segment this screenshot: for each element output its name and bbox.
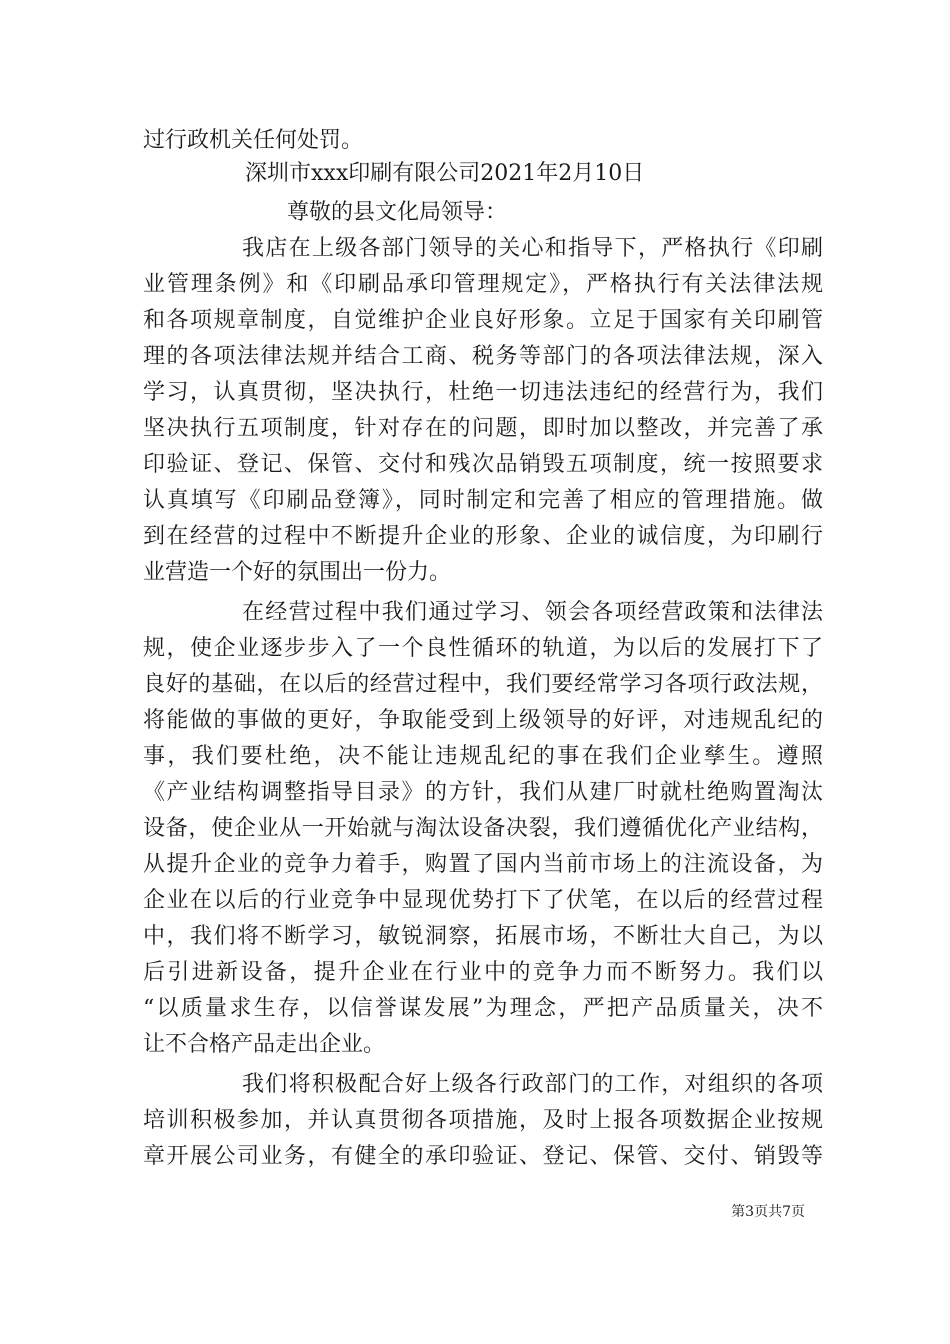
- paragraph-line: 《产业结构调整指导目录》的方针，我们从建厂时就杜绝购置淘汰: [143, 780, 823, 805]
- paragraph-line: 中，我们将不断学习，敏锐洞察，拓展市场，不断壮大自己，为以: [143, 924, 823, 949]
- paragraph-line: 章开展公司业务，有健全的承印验证、登记、保管、交付、销毁等: [143, 1144, 823, 1169]
- paragraph-line: 学习，认真贯彻，坚决执行，杜绝一切违法违纪的经营行为，我们: [143, 380, 823, 405]
- paragraph-line: 到在经营的过程中不断提升企业的形象、企业的诚信度，为印刷行: [143, 524, 823, 549]
- salutation: 尊敬的县文化局领导：: [287, 200, 508, 225]
- text-line: 过行政机关任何处罚。: [143, 128, 364, 153]
- paragraph-line: 企业在以后的行业竞争中显现优势打下了伏笔，在以后的经营过程: [143, 888, 823, 913]
- paragraph-line: 在经营过程中我们通过学习、领会各项经营政策和法律法: [242, 600, 823, 625]
- paragraph-line: 将能做的事做的更好，争取能受到上级领导的好评，对违规乱纪的: [143, 708, 823, 733]
- paragraph-line: 培训积极参加，并认真贯彻各项措施，及时上报各项数据企业按规: [143, 1108, 823, 1133]
- paragraph-line: 我们将积极配合好上级各行政部门的工作，对组织的各项: [242, 1072, 823, 1097]
- paragraph-line: 业管理条例》和《印刷品承印管理规定》，严格执行有关法律法规: [143, 272, 823, 297]
- paragraph-line: 我店在上级各部门领导的关心和指导下，严格执行《印刷: [242, 236, 823, 261]
- paragraph-line: 印验证、登记、保管、交付和残次品销毁五项制度，统一按照要求: [143, 452, 823, 477]
- paragraph-line: “以质量求生存，以信誉谋发展”为理念，严把产品质量关，决不: [143, 996, 823, 1021]
- paragraph-line: 认真填写《印刷品登簿》，同时制定和完善了相应的管理措施。做: [143, 488, 823, 513]
- paragraph-line: 事，我们要杜绝，决不能让违规乱纪的事在我们企业孳生。遵照: [143, 744, 823, 769]
- paragraph-line: 和各项规章制度，自觉维护企业良好形象。立足于国家有关印刷管: [143, 308, 823, 333]
- paragraph-line: 良好的基础，在以后的经营过程中，我们要经常学习各项行政法规，: [143, 672, 823, 697]
- paragraph-line: 坚决执行五项制度，针对存在的问题，即时加以整改，并完善了承: [143, 416, 823, 441]
- paragraph-line: 从提升企业的竞争力着手，购置了国内当前市场上的注流设备，为: [143, 852, 823, 877]
- signature-line: 深圳市xxx印刷有限公司2021年2月10日: [245, 161, 645, 186]
- paragraph-line: 设备，使企业从一开始就与淘汰设备决裂，我们遵循优化产业结构，: [143, 816, 823, 841]
- paragraph-line: 理的各项法律法规并结合工商、税务等部门的各项法律法规，深入: [143, 344, 823, 369]
- paragraph-line: 让不合格产品走出企业。: [143, 1032, 386, 1057]
- page-number: 第3页共7页: [731, 1204, 805, 1220]
- paragraph-line: 业营造一个好的氛围出一份力。: [143, 560, 452, 585]
- paragraph-line: 后引进新设备，提升企业在行业中的竞争力而不断努力。我们以: [143, 960, 823, 985]
- paragraph-line: 规，使企业逐步步入了一个良性循环的轨道，为以后的发展打下了: [143, 636, 823, 661]
